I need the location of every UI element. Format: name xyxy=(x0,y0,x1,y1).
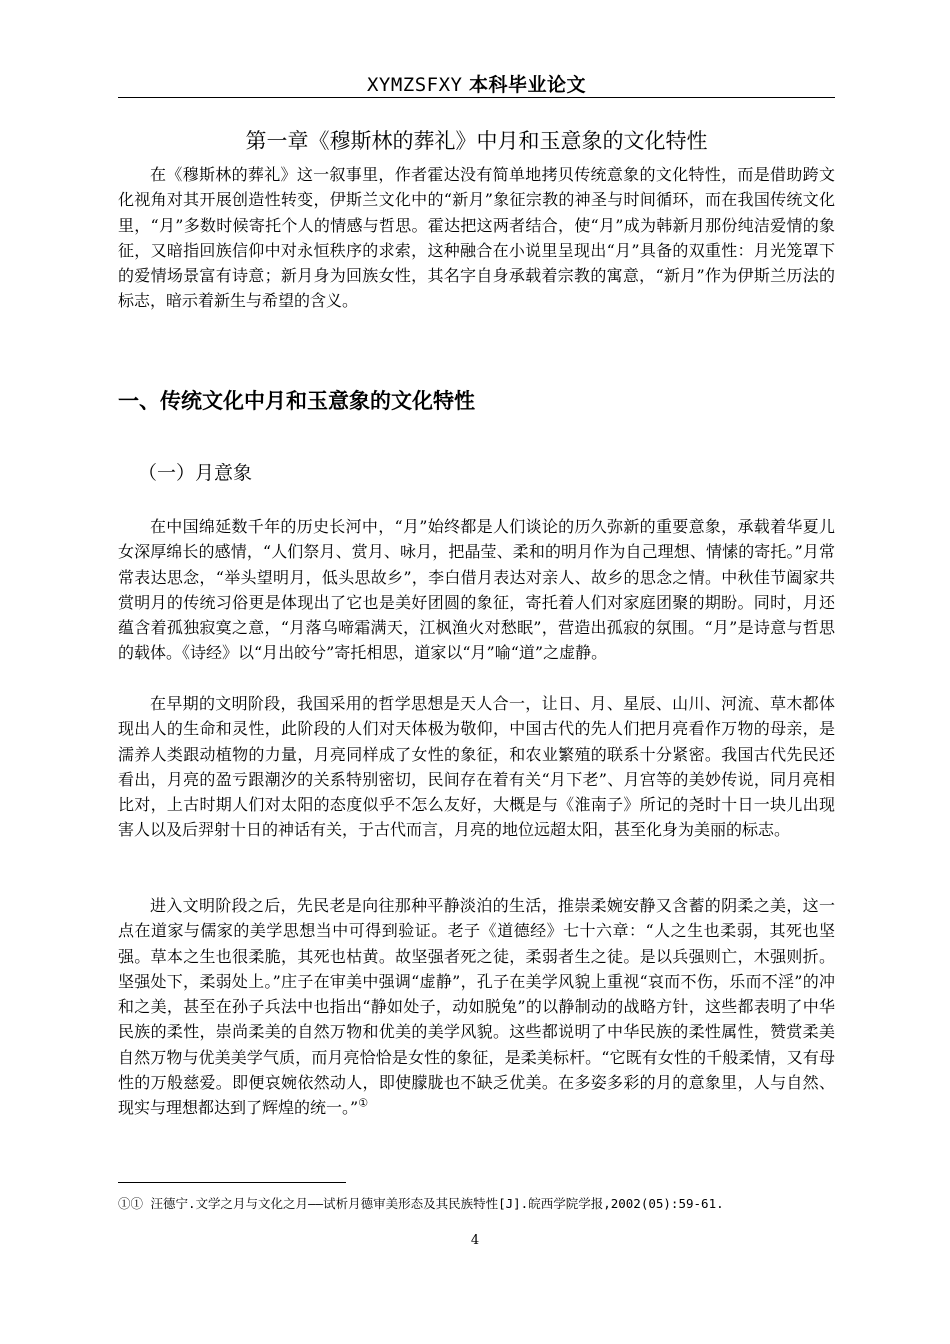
chapter-title: 第一章《穆斯林的葬礼》中月和玉意象的文化特性 xyxy=(245,129,708,153)
header-label: 本科毕业论文 xyxy=(469,74,587,96)
page-header xyxy=(118,70,835,97)
section-heading: 一、传统文化中月和玉意象的文化特性 xyxy=(118,389,475,413)
body-paragraph-text: 进入文明阶段之后，先民老是向往那种平静淡泊的生活，推崇柔婉安静又含蓄的阴柔之美，这一点在道家与儒家的美学思想当中可得到验证。老子《道德经》七十六章：“人之生也柔弱，其死也坚强。草本之生也很柔脆，其死也枯黄。故坚强者死之徒，柔弱者生之徒。是以兵强则亡，木强则折。坚强处下，柔弱处上。”庄子在审美中强调“虚静”，孔子在美学风貌上重视“哀而不伤，乐而不淫”的冲和之美，甚至在孙子兵法中也指出“静如处子，动如脱兔”的以静制动的战略方针，这些都表明了中华民族的柔性，崇尚柔美的自然万物和优美的美学风貌。这些都说明了中华民族的柔性属性，赞赏柔美自然万物与优美美学气质，而月亮恰恰是女性的象征，是柔美标杆。“它既有女性的千般柔情，又有母性的万般慈爱。即便哀婉依然动人，即使朦胧也不缺乏优美。在多姿多彩的月的意象里，人与自然、现实与理想都达到了辉煌的统一。” xyxy=(118,896,835,1118)
footnote-marker[interactable]: ① xyxy=(358,1097,369,1111)
header-code: XYMZSFXY xyxy=(366,74,463,96)
body-paragraph: 在中国绵延数千年的历史长河中，“月”始终都是人们谈论的历久弥新的重要意象，承载着华夏儿女深厚绵长的感情，“人们祭月、赏月、咏月，把晶莹、柔和的明月作为自己理想、情愫的寄托。”月常常表达思念，“举头望明月，低头思故乡”，李白借月表达对亲人、故乡的思念之情。中秋佳节阖家共赏明月的传统习俗更是体现出了它也是美好团圆的象征，寄托着人们对家庭团聚的期盼。同时，月还蕴含着孤独寂寞之意，“月落乌啼霜满天，江枫渔火对愁眠”，营造出孤寂的氛围。“月”是诗意与哲思的载体。《诗经》以“月出皎兮”寄托相思，道家以“月”喻“道”之虚静。 xyxy=(118,517,835,663)
header-rule xyxy=(118,97,835,98)
footnote-rule xyxy=(118,1182,346,1183)
body-paragraph: 在早期的文明阶段，我国采用的哲学思想是天人合一，让日、月、星辰、山川、河流、草木都体现出人的生命和灵性，此阶段的人们对天体极为敬仰，中国古代的先人们把月亮看作万物的母亲，是濡养人类跟动植物的力量，月亮同样成了女性的象征，和农业繁殖的联系十分紧密。我国古代先民还看出，月亮的盈亏跟潮汐的关系特别密切，民间存在着有关“月下老”、月宫等的美妙传说，同月亮相比对，上古时期人们对太阳的态度似乎不怎么友好，大概是与《淮南子》所记的尧时十日一块儿出现害人以及后羿射十日的神话有关，于古代而言，月亮的地位远超太阳，甚至化身为美丽的标志。 xyxy=(118,694,835,840)
intro-paragraph: 在《穆斯林的葬礼》这一叙事里，作者霍达没有简单地拷贝传统意象的文化特性，而是借助跨文化视角对其开展创造性转变，伊斯兰文化中的“新月”象征宗教的神圣与时间循环，而在我国传统文化里，“月”多数时候寄托个人的情感与哲思。霍达把这两者结合，使“月”成为韩新月那份纯洁爱情的象征，又暗指回族信仰中对永恒秩序的求索，这种融合在小说里呈现出“月”具备的双重性：月光笼罩下的爱情场景富有诗意；新月身为回族女性，其名字自身承载着宗教的寓意，“新月”作为伊斯兰历法的标志，暗示着新生与希望的含义。 xyxy=(118,165,835,311)
page-number: 4 xyxy=(470,1233,480,1248)
body-paragraph xyxy=(118,893,835,1121)
subsection-heading: （一）月意象 xyxy=(138,462,253,484)
footnote: ①① 汪德宁.文学之月与文化之月——试析月德审美形态及其民族特性[J].皖西学院学报,2002(05):59-61. xyxy=(118,1196,724,1211)
